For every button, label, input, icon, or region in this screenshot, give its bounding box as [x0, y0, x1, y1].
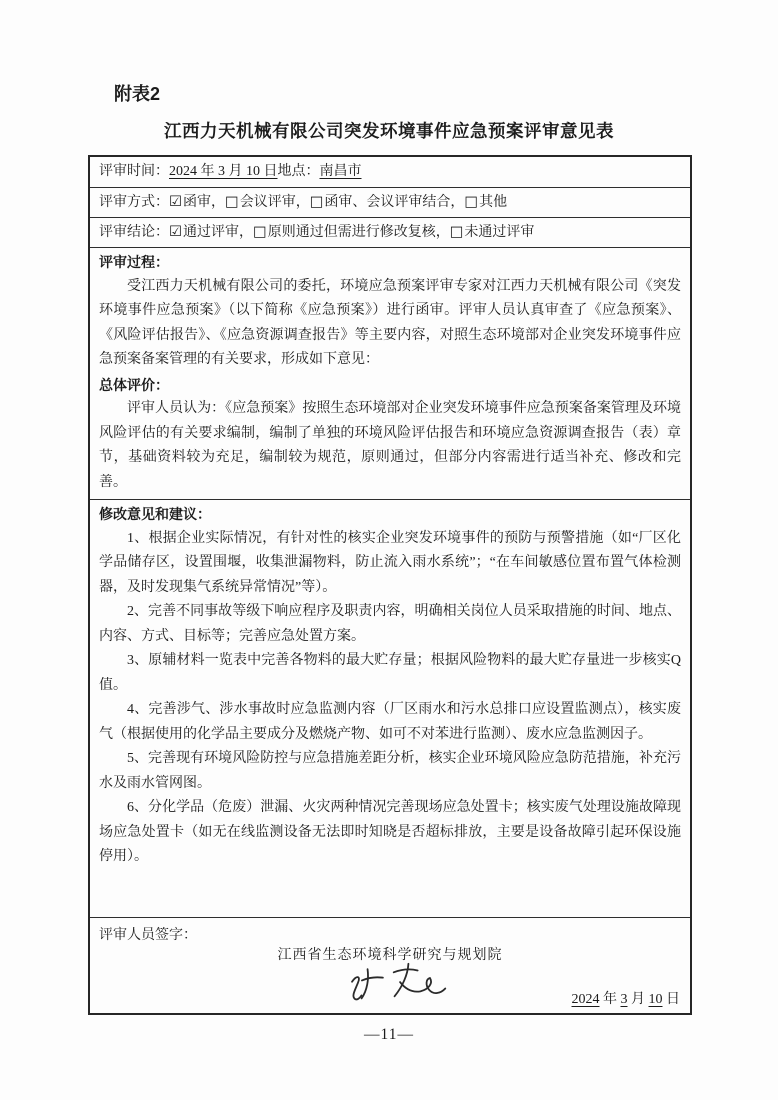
signature-date-day: 10 [648, 992, 663, 1007]
review-location-label: 地点： [277, 164, 320, 179]
review-method-label: 评审方式： [99, 195, 169, 210]
page-title: 江西力天机械有限公司突发环境事件应急预案评审意见表 [164, 121, 614, 141]
checkbox-option-label: 原则通过但需进行修改复核 [267, 225, 436, 240]
signature-date-month-unit: 月 [631, 992, 645, 1007]
suggestion-item: 3、原辅材料一览表中完善各物料的最大贮存量；根据风险物料的最大贮存量进一步核实Q值。 [99, 653, 681, 693]
signature-date-year: 2024 [571, 992, 600, 1007]
suggestion-item: 1、根据企业实际情况，有针对性的核实企业突发环境事件的预防与预警措施（如“厂区化学品储存区，设置围堰，收集泄漏物料，防止流入雨水系统”；“在车间敏感位置布置气体检测器，及时发现集气系统异常情况”等）。 [99, 530, 681, 595]
review-process-row [90, 248, 690, 500]
checkbox-option-label: 函审、会议评审结合 [324, 195, 451, 210]
checkbox-option [169, 225, 253, 240]
checkbox-option-label: 函审 [183, 195, 211, 210]
page-number: —11— [364, 1026, 414, 1043]
checkbox-option [169, 195, 225, 210]
signature-date-day-unit: 日 [666, 992, 680, 1007]
signature-date [572, 988, 681, 1008]
suggestion-item: 5、完善现有环境风险防控与应急措施差距分析，核实企业环境风险应急防范措施，补充污水及雨水管网图。 [99, 751, 681, 791]
checkbox-option [225, 195, 310, 210]
option-separator: ， [295, 195, 310, 210]
review-process-paragraph: 受江西力天机械有限公司的委托，环境应急预案评审专家对江西力天机械有限公司《突发环境事件应急预案》（以下简称《应急预案》）进行函审。评审人员认真审查了《应急预案》、《风险评估报告》、《应急资源调查报告》等主要内容，对照生态环境部对企业突发环境事件应急预案备案管理的有关要求，形成如下意见： [99, 278, 681, 367]
checkbox-option [310, 195, 465, 210]
suggestion-item: 2、完善不同事故等级下响应程序及职责内容，明确相关岗位人员采取措施的时间、地点、内容、方式、目标等；完善应急处置方案。 [99, 604, 681, 644]
signature-row [90, 918, 690, 1013]
overall-evaluation-heading: 总体评价： [99, 376, 169, 393]
attachment-label: 附表2 [114, 84, 161, 104]
review-location-value: 南昌市 [319, 164, 362, 179]
checkbox-option-label: 通过评审 [183, 225, 239, 240]
option-separator: ， [450, 195, 465, 210]
review-time-value: 2024 年 3 月 10 日 [169, 164, 278, 179]
checkbox-icon: ☑ [169, 194, 182, 210]
handwritten-signature [341, 957, 462, 1005]
checkbox-option [253, 225, 450, 240]
checkbox-icon: □ [449, 224, 464, 240]
suggestions-list [99, 527, 681, 870]
review-opinion-table [88, 155, 692, 1015]
checkbox-icon: □ [253, 224, 267, 240]
checkbox-option-label: 其他 [479, 195, 508, 210]
review-conclusion-row [90, 218, 690, 248]
suggestion-item: 6、分化学品（危废）泄漏、火灾两种情况完善现场应急处置卡；核实废气处理设施故障现场应急处置卡（如无在线监测设备无法即时知晓是否超标排放，主要是设备故障引起环保设施停用）。 [99, 800, 681, 864]
checkbox-icon: □ [309, 194, 324, 210]
checkbox-option [450, 225, 535, 240]
review-method-options [169, 195, 507, 210]
signature-date-year-unit: 年 [603, 992, 617, 1007]
review-process-heading: 评审过程： [99, 254, 169, 270]
review-conclusion-options [169, 225, 534, 240]
review-time-row [90, 157, 690, 188]
checkbox-option [464, 195, 507, 210]
review-time-label: 评审时间： [99, 164, 169, 179]
review-organization: 江西省生态环境科学研究与规划院 [277, 948, 503, 963]
overall-evaluation-paragraph: 评审人员认为：《应急预案》按照生态环境部对企业突发环境事件应急预案备案管理及环境风险评估的有关要求编制，编制了单独的环境风险评估报告和环境应急资源调查报告（表）章节，基础资料较为充足，编制较为规范，原则通过，但部分内容需进行适当补充、修改和完善。 [99, 401, 681, 490]
option-separator: ， [435, 225, 450, 240]
checkbox-icon: ☑ [169, 224, 182, 240]
signature-date-month: 3 [620, 992, 628, 1007]
checkbox-option-label: 未通过评审 [464, 225, 535, 240]
checkbox-icon: □ [225, 194, 239, 210]
checkbox-option-label: 会议评审 [239, 195, 296, 210]
suggestions-heading: 修改意见和建议： [99, 506, 211, 522]
suggestions-row [90, 500, 690, 918]
checkbox-icon: □ [464, 194, 479, 210]
review-conclusion-label: 评审结论： [99, 225, 169, 240]
review-method-row [90, 188, 690, 218]
option-separator: ， [239, 225, 253, 240]
option-separator: ， [211, 195, 225, 210]
reviewer-signature-label: 评审人员签字： [99, 928, 197, 943]
suggestion-item: 4、完善涉气、涉水事故时应急监测内容（厂区雨水和污水总排口应设置监测点），核实废气（根据使用的化学品主要成分及燃烧产物、如可不对苯进行监测）、废水应急监测因子。 [99, 702, 681, 742]
